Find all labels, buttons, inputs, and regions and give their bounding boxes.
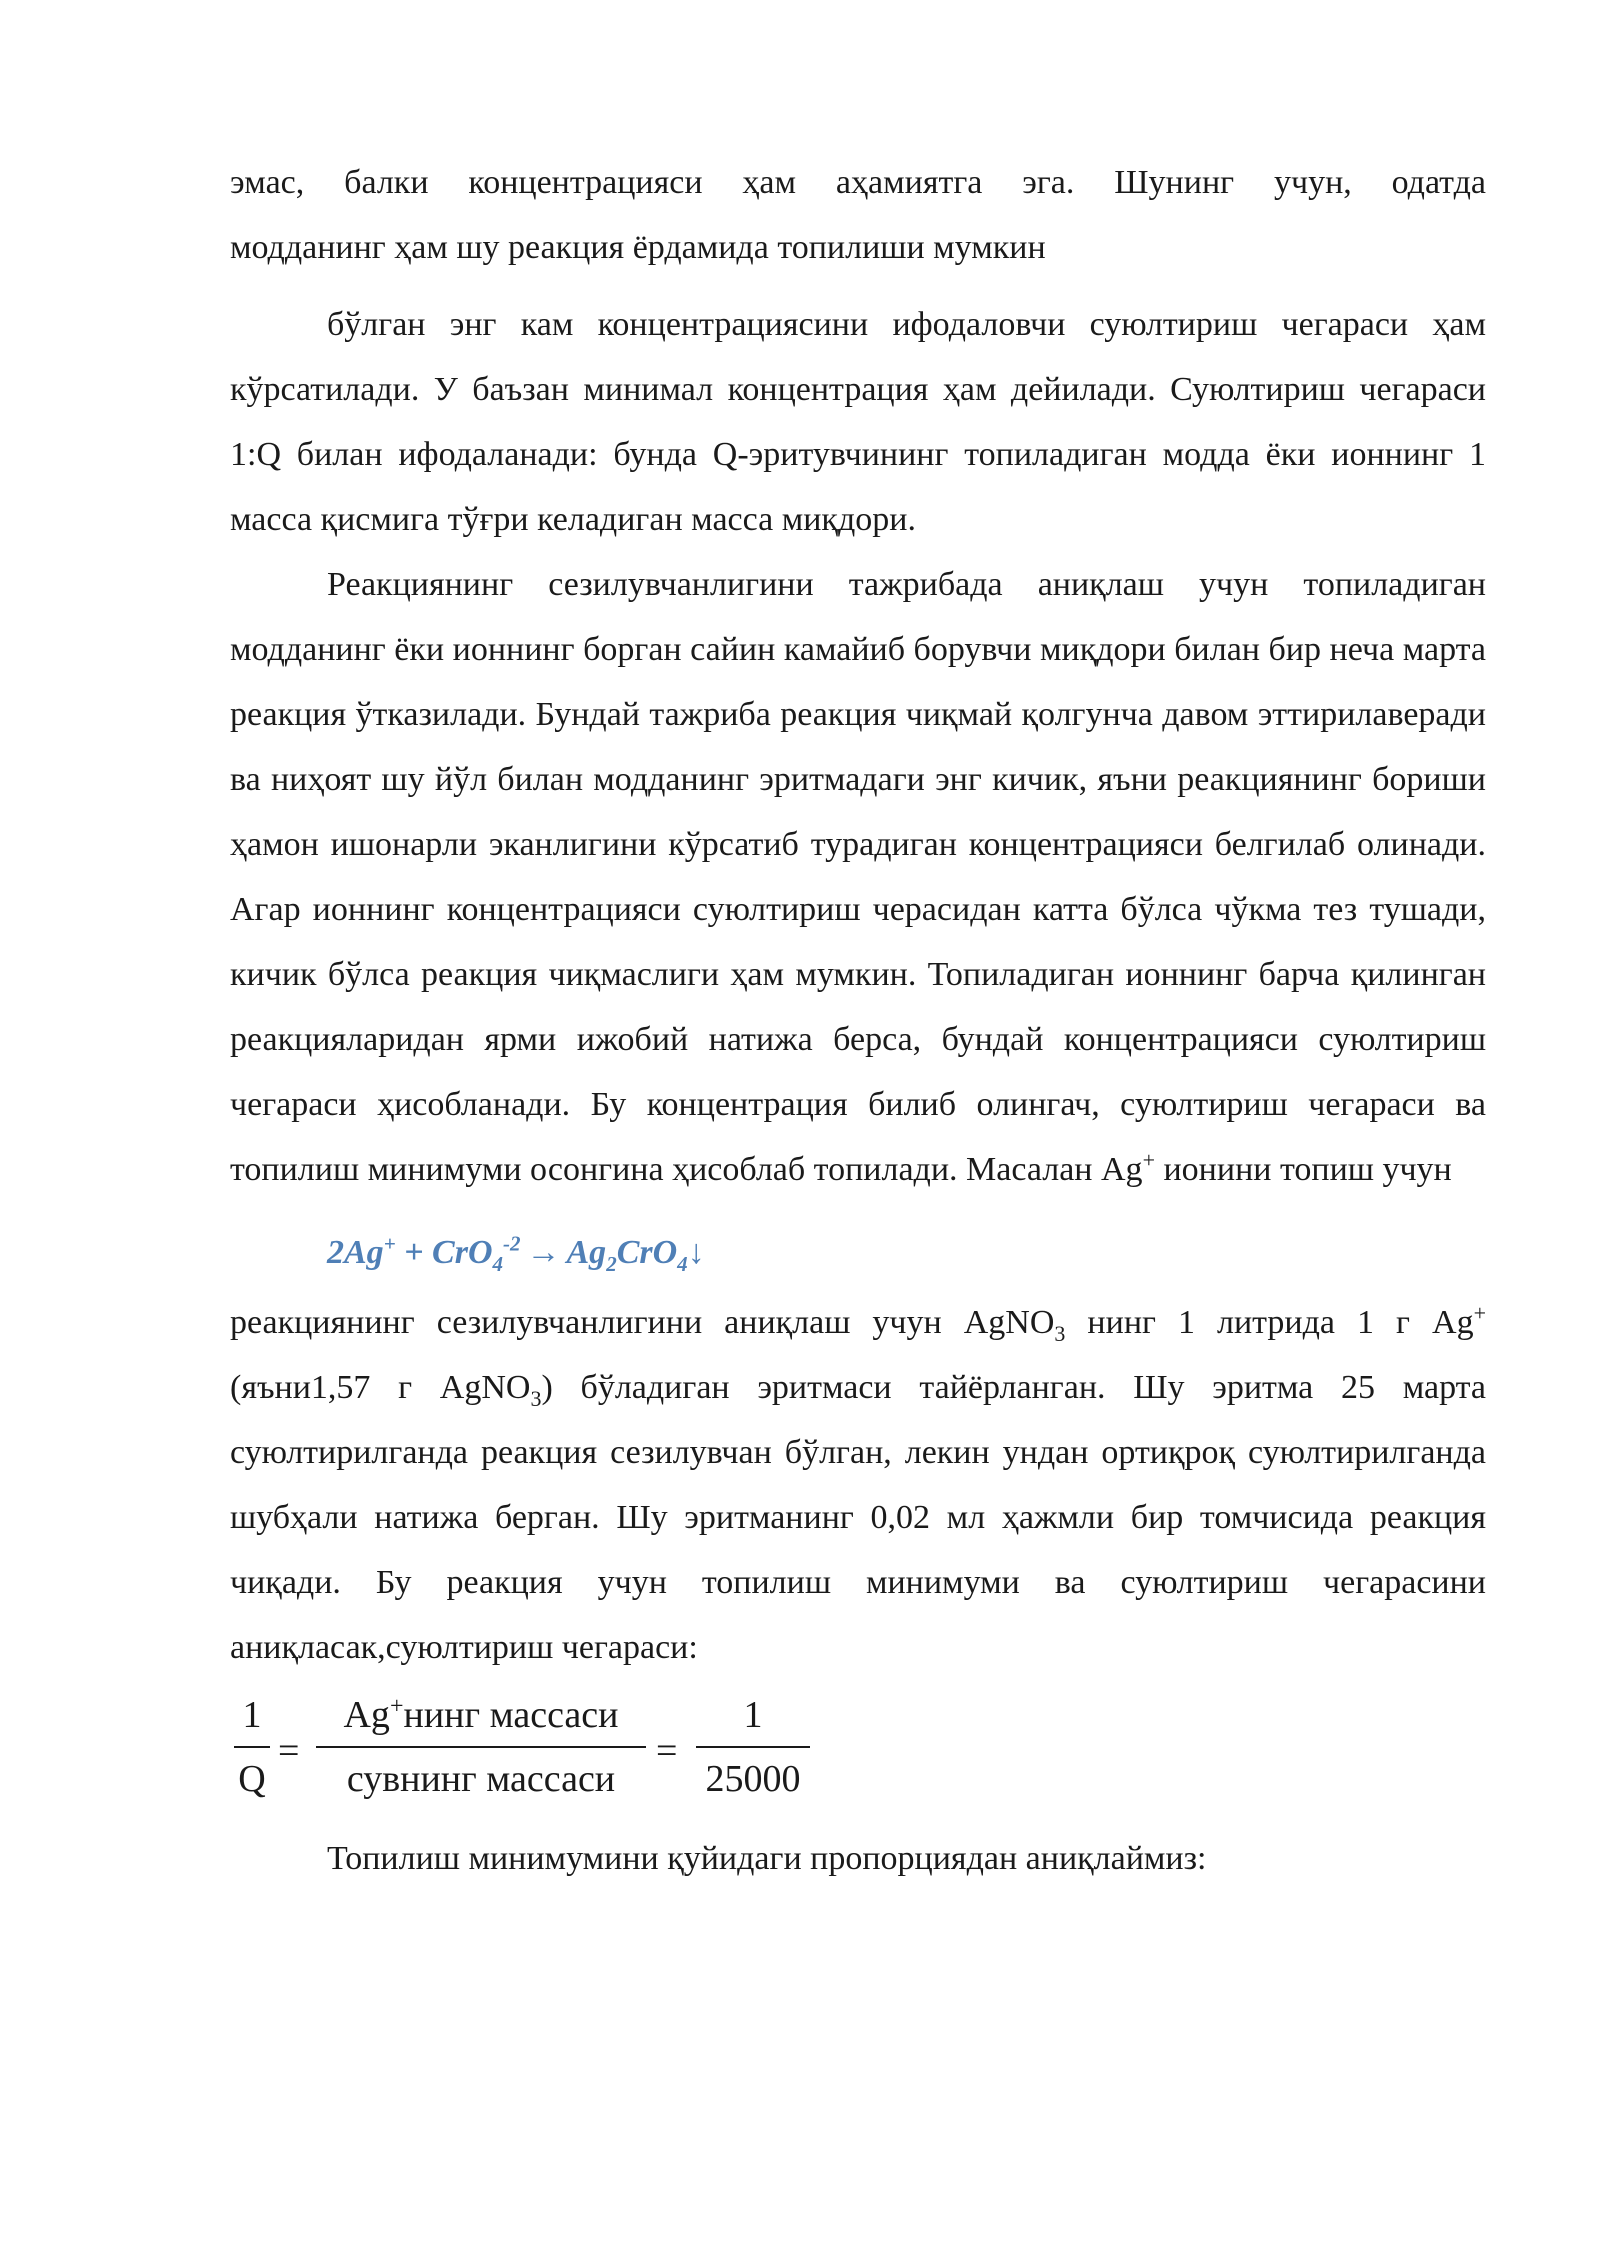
paragraph-1-line-2: модданинг ҳам шу реакция ёрдамида топилиши мумкин — [230, 229, 1046, 266]
reaction-arrow-icon: → — [526, 1234, 561, 1271]
precipitate-arrow-icon: ↓ — [687, 1234, 705, 1271]
paragraph-3-text: Реакциянинг сезилувчанлигини тажрибада аниқлаш учун топиладиган модданинг ёки ионнинг борган сайин камайиб борувчи миқдори билан бир неча марта реакция ўтказилади. Бундай тажриба реакция чиқмай қолгунча давом эттирилаверади ва ниҳоят шу йўл билан модданинг эритмадаги энг кичик, яъни реакциянинг бориши ҳамон ишонарли эканлигини кўрсатиб турадиган концентрацияси белгилаб олинади. Агар ионнинг концентрацияси суюлтириш черасидан катта бўлса чўкма тез тушади, кичик бўлса реакция чиқмаслиги ҳам мумкин. Топиладиган ионнинг барча қилинган реакцияларидан ярми ижобий натижа берса, бундай концентрацияси суюлтириш чегараси ҳисобланади. Бу концентрация билиб олингач, суюлтириш чегараси ва топилиш минимуми осонгина ҳисоблаб топилади. — [230, 566, 1486, 1188]
chemical-reaction-equation: $2Ag^+ + CrO_4^{-2} \to Ag_2CrO_4↓$ — [327, 1231, 705, 1276]
paragraph-5: Топилиш минимумини қуйидаги пропорциядан аниқлаймиз: — [327, 1840, 1207, 1877]
paragraph-1-line-1: эмас, балки концентрацияси ҳам аҳамиятга эга. Шунинг учун, одатда — [230, 164, 1486, 201]
document-page — [230, 150, 1486, 1891]
dilution-limit-formula — [230, 1684, 1486, 1814]
paragraph-3 — [230, 552, 1486, 1202]
equals-sign-2: = — [656, 1730, 678, 1772]
fraction-1-over-25000: 1 25000 — [696, 1684, 810, 1810]
equals-sign-1: = — [278, 1730, 300, 1772]
paragraph-4: реакциянинг сезилувчанлигини аниқлаш учун AgNO$_3$ нинг 1 литрида 1 г Ag+ (яъни1,57 г AgNO$_3$) бўладиган эритмаси тайёрланган. Шу эритма 25 марта суюлтирилганда реакция сезилувчан бўлган, лекин ундан ортиқроқ суюлтирилганда шубҳали натижа берган. Шу эритманинг 0,02 мл ҳажмли бир томчисида реакция чиқади. Бу реакция учун топилиш минимуми ва суюлтириш чегарасини аниқласак,суюлтириш чегараси: — [230, 1300, 1487, 1666]
paragraph-2: бўлган энг кам концентрациясини ифодаловчи суюлтириш чегараси ҳам кўрсатилади. У баъзан минимал концентрация ҳам дейилади. Суюлтириш чегараси 1:Q билан ифодаланади: бунда Q-эритувчининг топиладиган модда ёки ионнинг 1 масса қисмига тўғри келадиган масса миқдори. — [230, 306, 1486, 538]
fraction-1-over-q: 1 Q — [234, 1684, 270, 1810]
paragraph-3-example: Масалан Ag+ ионини топиш учун — [966, 1147, 1452, 1188]
fraction-mass-ratio: Ag+нинг массаси сувнинг массаси — [316, 1684, 646, 1810]
